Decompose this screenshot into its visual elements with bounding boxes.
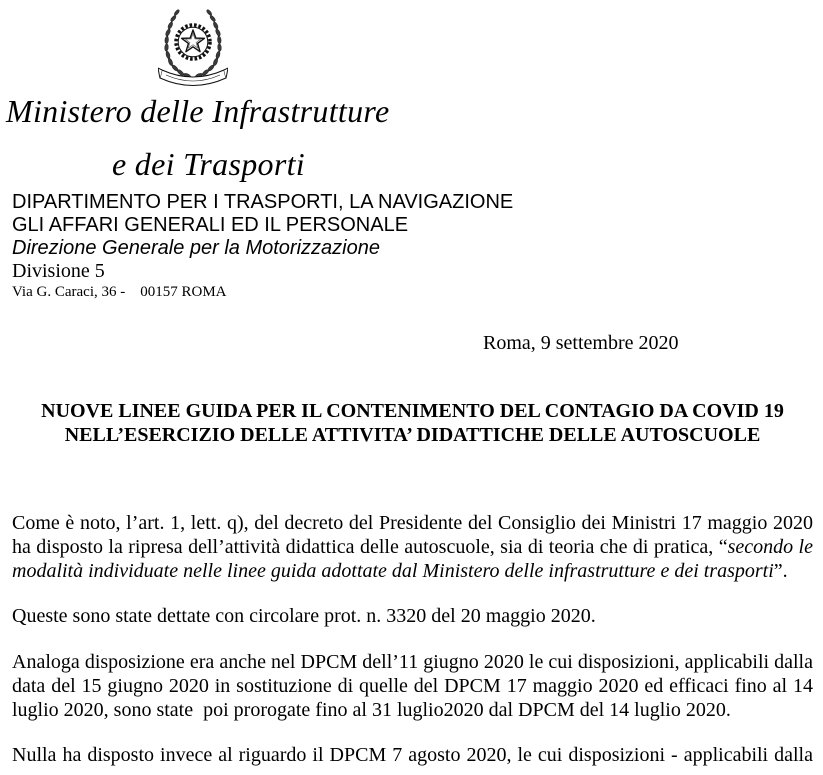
paragraph-1-line-2 <box>12 535 813 559</box>
title-line2: NELL’ESERCIZIO DELLE ATTIVITA’ DIDATTICHE DELLE AUTOSCUOLE <box>64 424 761 446</box>
italic-quote-run: secondo le <box>727 536 813 558</box>
paragraph-3-line-1: Analoga disposizione era anche nel DPCM dell’11 giugno 2020 le cui disposizioni, applicabili dalla <box>12 651 813 673</box>
text-run: ha disposto la ripresa dell’attività didattica delle autoscuole, sia di teoria che di pratica, “ <box>12 536 728 558</box>
date-line: Roma, 9 settembre 2020 <box>483 332 679 354</box>
division: Divisione 5 <box>12 260 105 282</box>
italian-republic-emblem-icon <box>158 5 228 87</box>
paragraph-4-line-1: Nulla ha disposto invece al riguardo il DPCM 7 agosto 2020, le cui disposizioni - applicabili dalla <box>12 744 813 766</box>
document-title <box>12 399 813 447</box>
italic-quote-run: modalità individuate nelle linee guida adottate dal Ministero delle infrastrutture e dei trasporti <box>12 560 774 582</box>
paragraph-2 <box>12 604 813 628</box>
paragraph-1-line-3 <box>12 559 813 583</box>
emblem-ribbon <box>158 68 228 86</box>
department-block <box>12 191 513 260</box>
ministry-name-line2: e dei Trasporti <box>112 146 305 182</box>
paragraph-1 <box>12 511 813 583</box>
text-run: ”. <box>773 560 788 582</box>
paragraph-4 <box>12 743 813 767</box>
text-run: Come è noto, l’art. 1, lett. q), del decreto del Presidente del Consiglio dei Ministri 17 maggio 2020 <box>12 512 813 534</box>
ministry-name-line1: Ministero delle Infrastrutture <box>6 93 390 129</box>
department-line2: GLI AFFARI GENERALI ED IL PERSONALE <box>12 214 409 236</box>
address: Via G. Caraci, 36 - 00157 ROMA <box>12 284 227 300</box>
department-line1: DIPARTIMENTO PER I TRASPORTI, LA NAVIGAZIONE <box>12 191 514 213</box>
paragraph-2-line-1: Queste sono state dettate con circolare prot. n. 3320 del 20 maggio 2020. <box>12 605 596 627</box>
paragraph-3-line-3: luglio 2020, sono state poi prorogate fino al 31 luglio2020 dal DPCM del 14 luglio 2020. <box>12 699 731 721</box>
paragraph-3 <box>12 650 813 722</box>
directorate: Direzione Generale per la Motorizzazione <box>12 237 380 259</box>
paragraph-3-line-2: data del 15 giugno 2020 in sostituzione di quelle del DPCM 17 maggio 2020 ed efficaci fino al 14 <box>12 675 813 697</box>
paragraph-1-line-1 <box>12 511 813 535</box>
title-line1: NUOVE LINEE GUIDA PER IL CONTENIMENTO DEL CONTAGIO DA COVID 19 <box>41 400 784 422</box>
